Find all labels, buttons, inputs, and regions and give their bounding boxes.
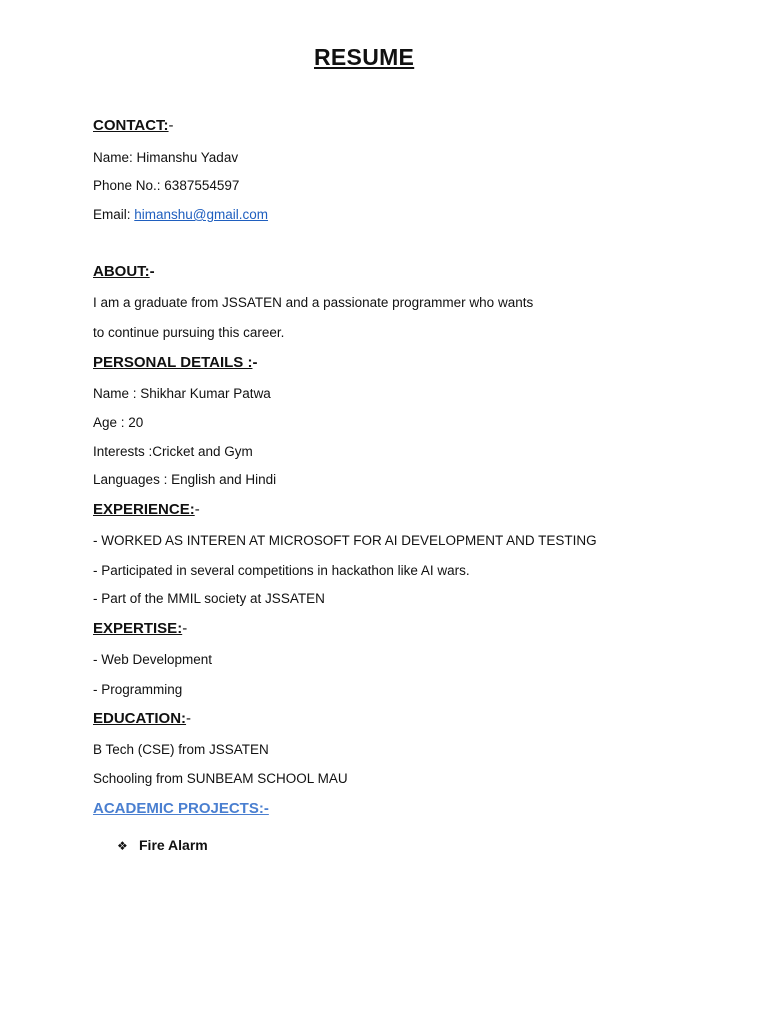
experience-heading — [93, 501, 200, 518]
personal-detail-line: Name : Shikhar Kumar Patwa — [93, 386, 271, 401]
email-link[interactable]: himanshu@gmail.com — [134, 207, 269, 222]
expertise-heading-suffix: - — [182, 620, 188, 637]
about-heading — [93, 263, 155, 280]
project-item-label: Fire Alarm — [139, 837, 208, 853]
project-list-item — [117, 837, 208, 853]
personal-details-heading-suffix: - — [252, 354, 258, 371]
experience-line: - Part of the MMIL society at JSSATEN — [93, 591, 325, 606]
expertise-heading — [93, 620, 187, 637]
personal-detail-line: Age : 20 — [93, 415, 144, 430]
experience-heading-suffix: - — [194, 501, 200, 518]
contact-heading-suffix: - — [168, 117, 174, 134]
experience-heading-text: EXPERIENCE: — [93, 501, 195, 518]
expertise-line: - Web Development — [93, 652, 213, 667]
diamond-bullet-icon: ❖ — [117, 839, 128, 853]
education-heading-text: EDUCATION: — [93, 710, 187, 727]
expertise-heading-text: EXPERTISE: — [93, 620, 183, 637]
contact-heading — [93, 117, 174, 134]
contact-email-label: Email: — [93, 207, 135, 222]
about-heading-suffix: - — [149, 263, 155, 280]
academic-projects-heading: ACADEMIC PROJECTS:- — [93, 800, 269, 817]
experience-line: - WORKED AS INTEREN AT MICROSOFT FOR AI DEVELOPMENT AND TESTING — [93, 533, 597, 548]
resume-title: RESUME — [314, 44, 415, 70]
education-heading-suffix: - — [186, 710, 192, 727]
about-line: I am a graduate from JSSATEN and a passionate programmer who wants — [93, 295, 534, 310]
education-line: B Tech (CSE) from JSSATEN — [93, 742, 269, 757]
expertise-line: - Programming — [93, 682, 183, 697]
contact-phone: Phone No.: 6387554597 — [93, 178, 240, 193]
about-heading-text: ABOUT: — [93, 263, 150, 280]
education-heading — [93, 710, 191, 727]
personal-details-heading-text: PERSONAL DETAILS : — [93, 354, 253, 371]
contact-email-row — [93, 207, 268, 222]
personal-details-heading — [93, 354, 257, 371]
personal-detail-line: Interests :Cricket and Gym — [93, 444, 253, 459]
contact-heading-text: CONTACT: — [93, 117, 169, 134]
experience-line: - Participated in several competitions in hackathon like AI wars. — [93, 563, 470, 578]
contact-name: Name: Himanshu Yadav — [93, 150, 239, 165]
personal-detail-line: Languages : English and Hindi — [93, 472, 277, 487]
about-line: to continue pursuing this career. — [93, 325, 285, 340]
education-line: Schooling from SUNBEAM SCHOOL MAU — [93, 771, 348, 786]
